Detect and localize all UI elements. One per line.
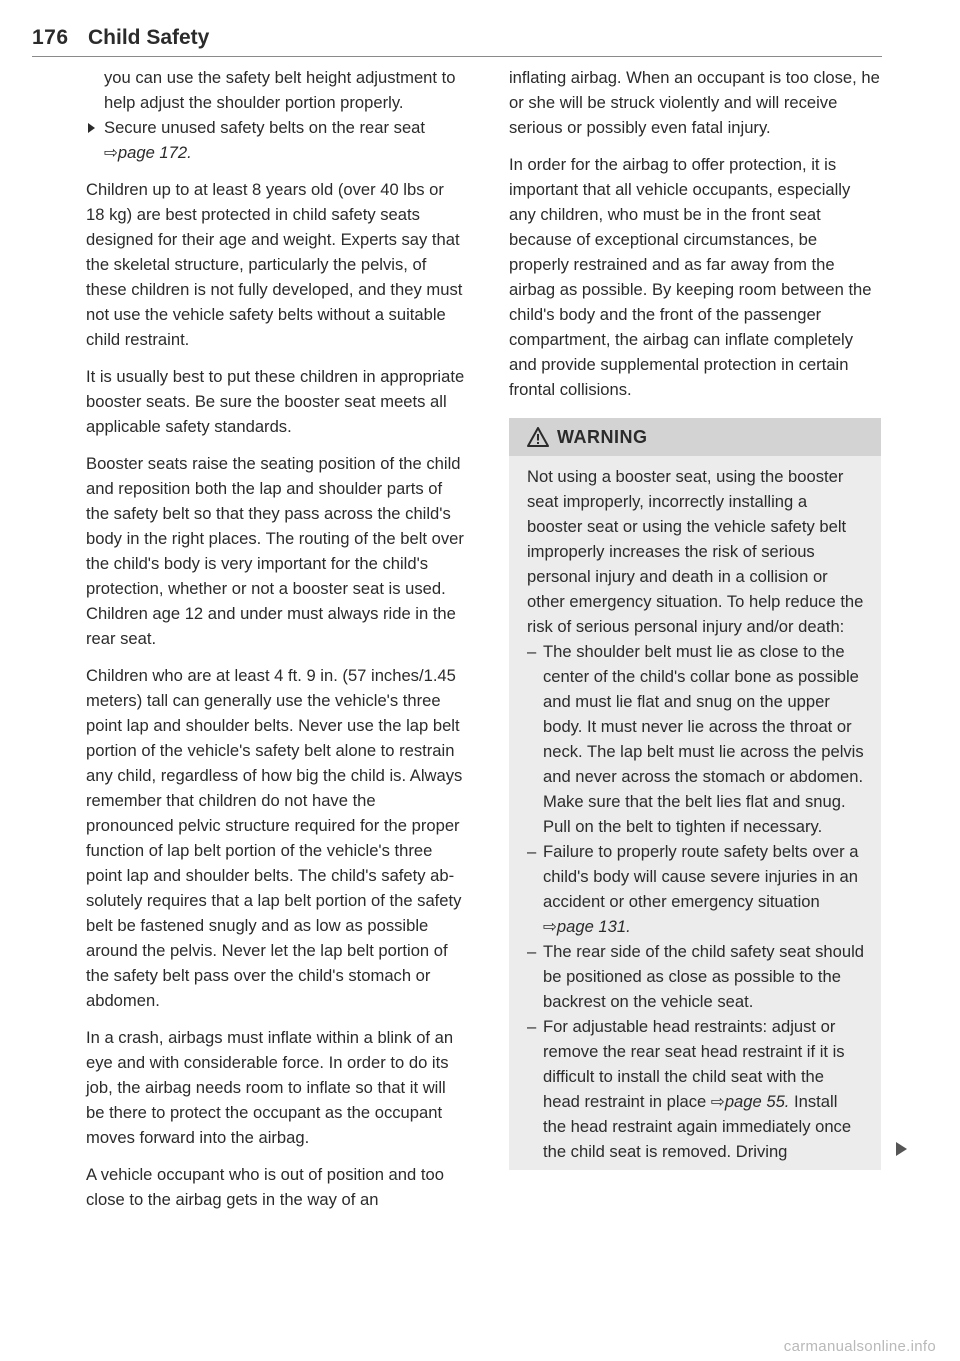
warning-header: [509, 418, 881, 456]
page-reference-text: page 172.: [117, 143, 192, 162]
arrow-right-icon: ⇨: [710, 1092, 725, 1111]
watermark: carmanualsonline.info: [783, 1338, 936, 1355]
continued-paragraph: you can use the safety belt height adjustment to help adjust the shoulder portion properly.: [104, 68, 456, 112]
page-reference-link[interactable]: ⇨page 131.: [543, 917, 631, 936]
warning-intro: Not using a booster seat, using the booster seat improperly, incorrectly installing a booster seat or using the vehicle safety belt improperly increases the risk of serious personal injury and death in a collision or other emergency situation. To help reduce the risk of serious personal injury and/or death:: [527, 467, 864, 636]
page-reference-link[interactable]: ⇨page 55.: [710, 1092, 790, 1111]
continued-paragraph: inflating airbag. When an occupant is too close, he or she will be struck violently and will receive serious or possibly even fatal injury.: [509, 68, 880, 137]
list-item: – For adjustable head restraints: adjust or remove the rear seat head restraint if it is difficult to install the child seat with the head restraint in place ⇨page 55. Install the head restraint again immediately once the child seat is removed. Driving: [527, 1014, 865, 1164]
bullet-item: [86, 115, 466, 165]
list-item: – The rear side of the child safety seat should be positioned as close as possible to the backrest on the vehicle seat.: [527, 939, 865, 1014]
warning-body: [509, 456, 881, 1170]
bullet-triangle-icon: [88, 123, 95, 133]
paragraph: It is usually best to put these children in appropriate booster seats. Be sure the booster seat meets all applicable safety standards.: [86, 367, 465, 436]
list-item: – Failure to properly route safety belts over a child's body will cause severe injuries in an accident or other emergency situation ⇨page 131.: [527, 839, 865, 939]
paragraph: Children who are at least 4 ft. 9 in. (57 inches/1.45 meters) tall can generally use the vehicle's three point lap and shoulder belts. Never use the lap belt portion of the vehicle's safety belt alone to restrain any child, regardless of how big the child is. Always remember that children do not have the pronounced pelvic structure required for the proper function of lap belt portion of the vehicle's three point lap and shoulder belts. The child's safety absolutely requires that a lap belt portion of the safety belt be fastened snugly and as low as possible around the pelvis. Never let the lap belt portion of the safety belt pass over the child's stomach or abdomen.: [86, 666, 463, 1010]
warning-box: [509, 418, 881, 1170]
arrow-right-icon: ⇨: [104, 143, 118, 162]
list-item: – The shoulder belt must lie as close to the center of the child's collar bone as possible and must lie flat and snug on the upper body. It must never lie across the throat or neck. The lap belt must lie across the pelvis and never across the stomach or abdomen. Make sure that the belt lies flat and snug. Pull on the belt to tighten if necessary.: [527, 639, 865, 839]
page-header: [32, 22, 882, 57]
paragraph: In a crash, airbags must inflate within a blink of an eye and with considerable force. In order to do its job, the airbag needs room to inflate so that it will be there to protect the occupant as the occupant moves forward into the airbag.: [86, 1028, 454, 1147]
warning-title: WARNING: [557, 426, 648, 447]
paragraph: Children up to at least 8 years old (over 40 lbs or 18 kg) are best protected in child safety seats designed for their age and weight. Experts say that the skeletal structure, particularly the pelvis, of these children is not fully developed, and they must not use the vehicle safety belts without a suitable child restraint.: [86, 180, 463, 349]
right-column: [509, 65, 881, 1170]
paragraph: In order for the airbag to offer protection, it is important that all vehicle occupants, especially any children, who must be in the front seat because of exceptional circumstances, be properly restrained and as far away from the airbag as possible. By keeping room between the child's body and the front of the passenger compartment, the airbag can inflate completely and provide supplemental protection in certain frontal collisions.: [509, 155, 872, 399]
paragraph: A vehicle occupant who is out of position and too close to the airbag gets in the way of an: [86, 1165, 444, 1209]
arrow-right-icon: ⇨: [543, 917, 557, 936]
page-reference-link[interactable]: [104, 143, 192, 162]
warning-list: [527, 639, 865, 1164]
continue-arrow-icon: [896, 1142, 907, 1156]
bullet-text: Secure unused safety belts on the rear seat: [104, 118, 426, 137]
paragraph: Booster seats raise the seating position of the child and reposition both the lap and shoulder parts of the safety belt so that they pass across the child's body in the right places. The routing of the belt over the child's body is very important for the child's protection, whether or not a booster seat is used. Children age 12 and under must always ride in the rear seat.: [86, 454, 464, 648]
section-title: Child Safety: [88, 26, 210, 49]
page-number: 176: [32, 26, 69, 49]
warning-triangle-icon: [527, 427, 549, 447]
left-column: [86, 65, 466, 1224]
